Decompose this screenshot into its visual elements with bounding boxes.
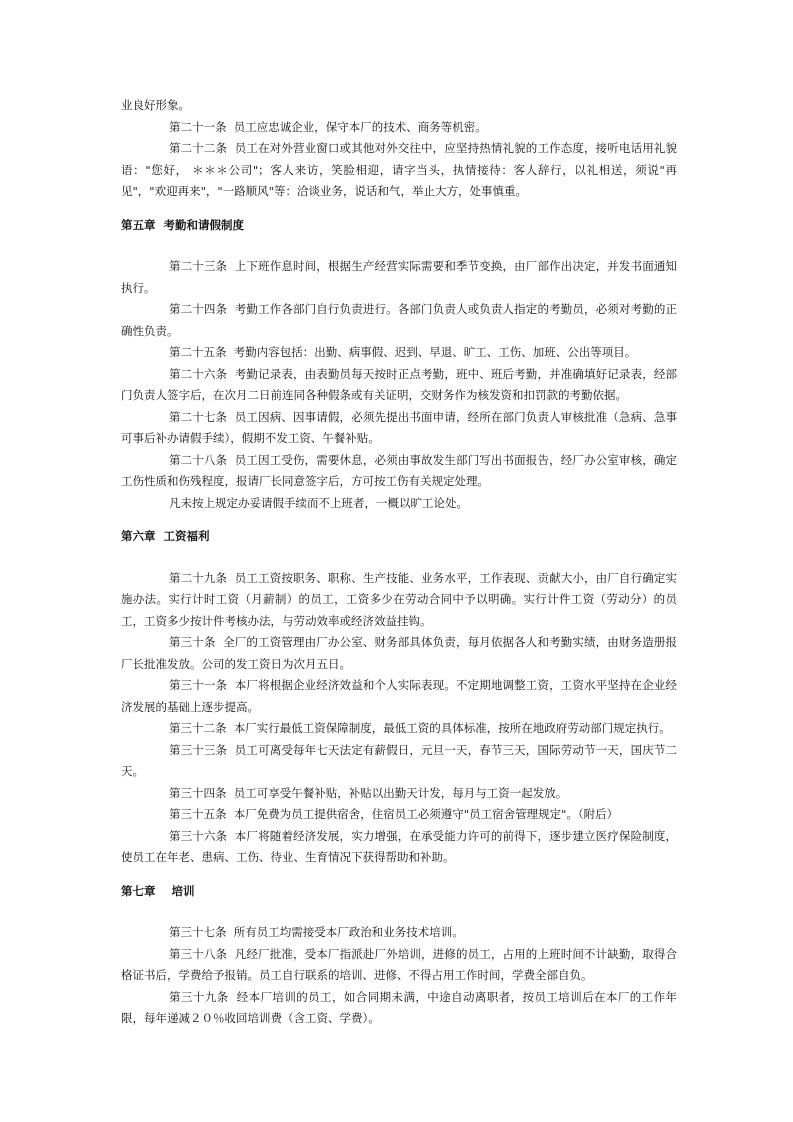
article-31: 第三十一条 本厂将根据企业经济效益和个人实际表现。不定期地调整工资，工资水平坚持在企业经济发展的基础上逐步提高。 bbox=[121, 678, 677, 714]
chapter-heading: 第六章 工资福利 bbox=[121, 529, 210, 543]
article-23: 第二十三条 上下班作息时间，根据生产经营实际需要和季节变换，由厂部作出决定，并发书面通知执行。 bbox=[121, 259, 677, 295]
chapter-7-section bbox=[121, 881, 677, 1030]
preface-section bbox=[121, 95, 677, 203]
paragraph: 业良好形象。 bbox=[121, 98, 190, 112]
chapter-heading: 第五章 考勤和请假制度 bbox=[121, 217, 245, 232]
article-21: 第二十一条 员工应忠诚企业，保守本厂的技术、商务等机密。 bbox=[169, 119, 487, 134]
article-33: 第三十三条 员工可离受每年七天法定有薪假日，元旦一天，春节三天，国际劳动节一天，国庆节二天。 bbox=[121, 742, 677, 778]
article-35: 第三十五条 本厂免费为员工提供宿舍，住宿员工必须遵守"员工宿舍管理规定"。（附后） bbox=[169, 807, 619, 821]
article-34: 第三十四条 员工可享受午餐补贴，补贴以出勤天计发，每月与工资一起发放。 bbox=[169, 785, 568, 800]
article-26: 第二十六条 考勤记录表，由表勤员每天按时正点考勤，班中、班后考勤，并准确填好记录表，经部门负责人签字后，在次月二日前连同各种假条或有关证明，交财务作为核发资和扣罚款的考勤依据。 bbox=[121, 366, 677, 402]
article-25: 第二十五条 考勤内容包括：出勤、病事假、迟到、早退、旷工、工伤、加班、公出等项目。 bbox=[169, 345, 637, 359]
document-page bbox=[121, 95, 677, 1030]
article-37: 第三十七条 所有员工均需接受本厂政治和业务技术培训。 bbox=[169, 925, 464, 939]
article-22: 第二十二条 员工在对外营业窗口或其他对外交往中，应坚持热情礼貌的工作态度，接听电话用礼貌语："您好， ＊＊＊公司"；客人来访，笑脸相迎，请字当头，执情接待：客人辞行，以礼相送，须说"再见"，"欢迎再来"，"一路顺风"等：洽谈业务，说话和气，举止大方，处事慎重。 bbox=[121, 141, 677, 198]
article-28: 第二十八条 员工因工受伤，需要休息，必须由事故发生部门写出书面报告，经厂办公室审核，确定工伤性质和伤残程度，报请厂长同意签字后，方可按工伤有关规定处理。 bbox=[121, 452, 677, 488]
article-38: 第三十八条 凡经厂批准，受本厂指派赴厂外培训，进修的员工，占用的上班时间不计缺勤，取得合格证书后，学费给予报销。员工自行联系的培训、进修、不得占用工作时间，学费全部自负。 bbox=[121, 946, 677, 982]
article-36: 第三十六条 本厂将随着经济发展，实力增强，在承受能力许可的前得下，逐步建立医疗保险制度，使员工在年老、患病、工伤、待业、生育情况下获得帮助和补助。 bbox=[121, 828, 677, 864]
chapter-5-section bbox=[121, 215, 677, 515]
chapter-heading: 第七章 培训 bbox=[121, 883, 195, 898]
article-27: 第二十七条 员工因病、因事请假，必须先提出书面申请，经所在部门负责人审核批准（急病、急事可事后补办请假手续），假期不发工资、午餐补贴。 bbox=[121, 409, 677, 445]
article-29: 第二十九条 员工工资按职务、职称、生产技能、业务水平，工作表现、贡献大小，由厂自行确定实施办法。实行计时工资（月薪制）的员工，工资多少在劳动合同中予以明确。实行计件工资（劳动分）的员工，工资多少按计件考核办法，与劳动效率或经济效益挂钩。 bbox=[121, 570, 677, 628]
article-39: 第三十九条 经本厂培训的员工，如合同期未满，中途自动离职者，按员工培训后在本厂的工作年限，每年递减２０％收回培训费（含工资、学费）。 bbox=[121, 989, 677, 1025]
article-30: 第三十条 全厂的工资管理由厂办公室、财务部具体负责，每月依据各人和考勤实绩，由财务造册报厂长批准发放。公司的发工资日为次月五日。 bbox=[121, 635, 677, 671]
article-32: 第三十二条 本厂实行最低工资保障制度，最低工资的具体标准，按所在地政府劳动部门规定执行。 bbox=[169, 721, 671, 735]
paragraph: 凡未按上规定办妥请假手续而不上班者，一概以旷工论处。 bbox=[169, 495, 468, 510]
chapter-6-section bbox=[121, 526, 677, 869]
article-24: 第二十四条 考勤工作各部门自行负责进行。各部门负责人或负责人指定的考勤员，必须对考勤的正确性负责。 bbox=[121, 302, 677, 338]
